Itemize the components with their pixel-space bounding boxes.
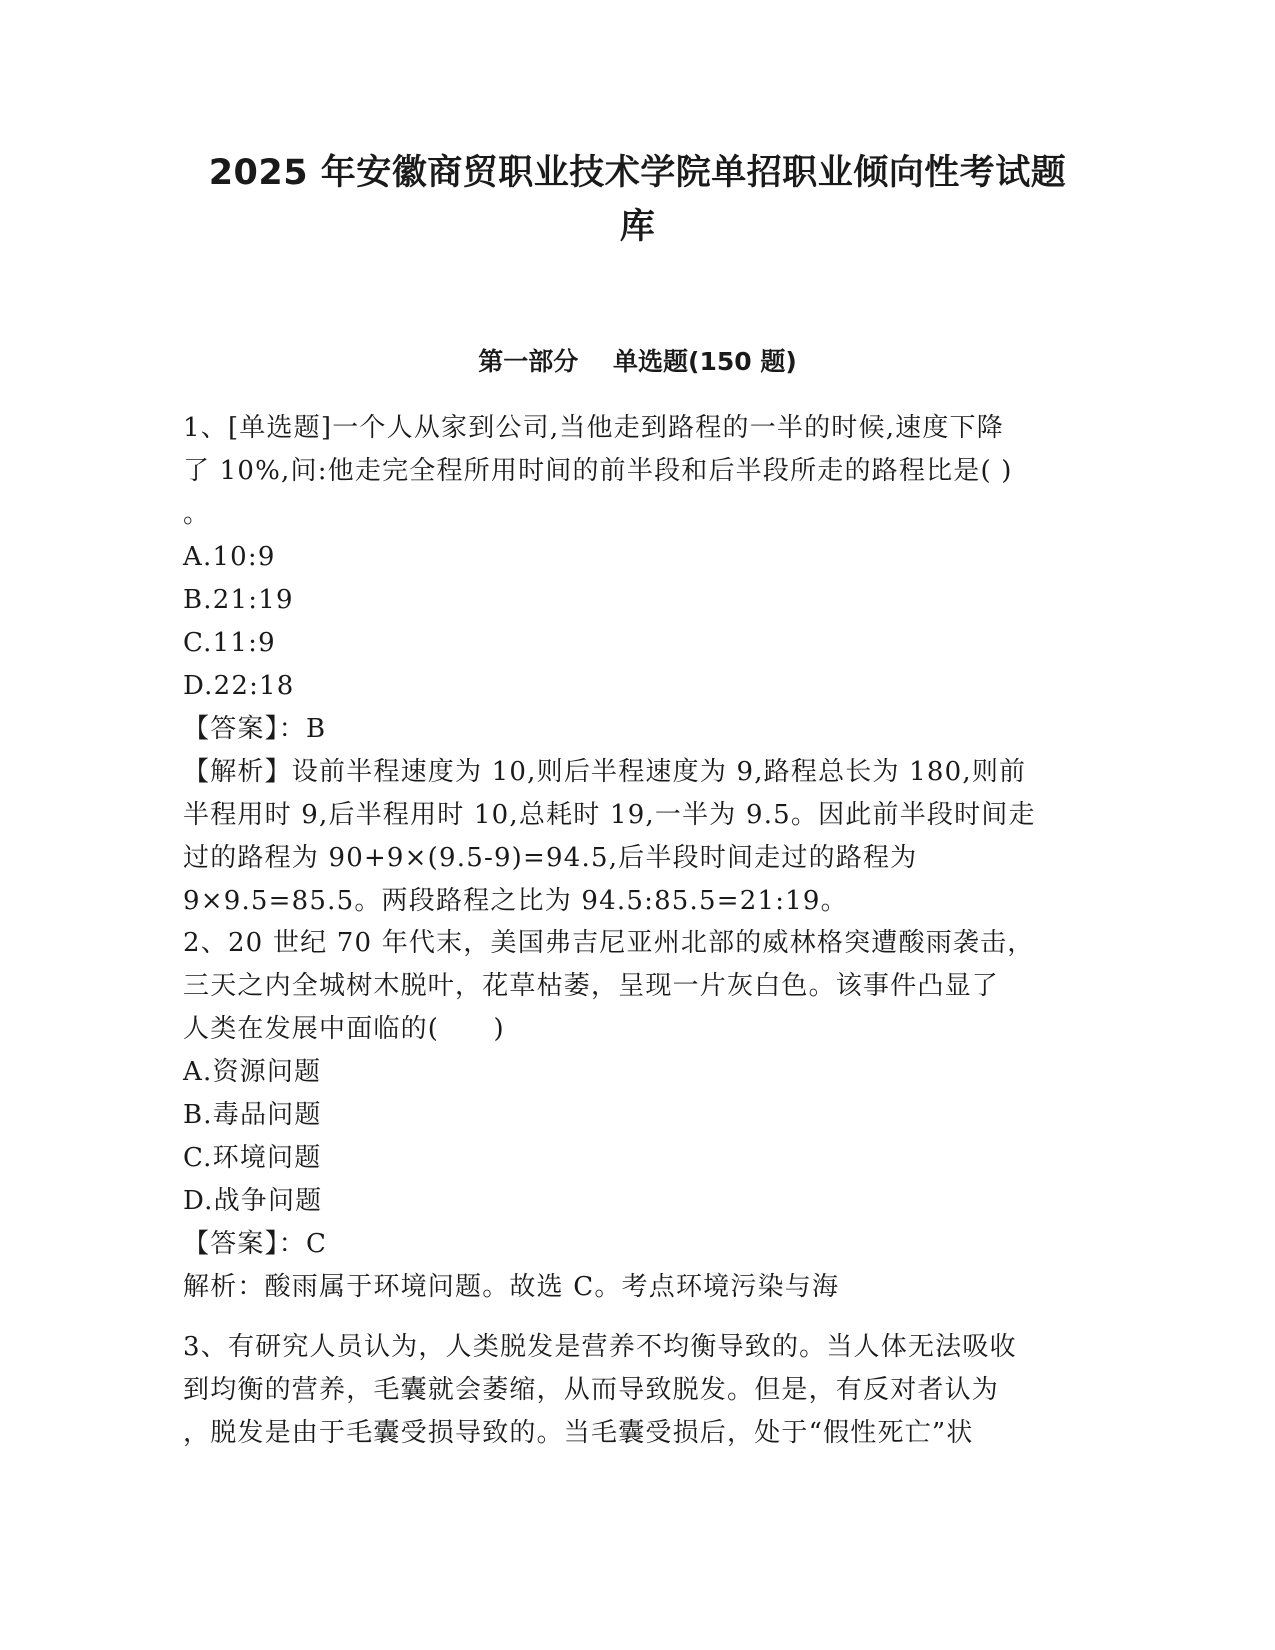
question-2-option-d: D.战争问题	[183, 1186, 323, 1216]
question-2-stem-line-2: 三天之内全城树木脱叶，花草枯萎，呈现一片灰白色。该事件凸显了	[183, 971, 1000, 1001]
question-1-stem-line-1: 1、[单选题]一个人从家到公司,当他走到路程的一半的时候,速度下降	[183, 413, 1004, 443]
question-1-option-b: B.21:19	[183, 585, 294, 615]
question-2-stem-line-1: 2、20 世纪 70 年代末，美国弗吉尼亚州北部的威林格突遭酸雨袭击，	[183, 928, 1035, 958]
section-heading: 第一部分 单选题(150 题)	[478, 347, 797, 376]
question-3-stem-line-3: ，脱发是由于毛囊受损导致的。当毛囊受损后，处于“假性死亡”状	[183, 1418, 974, 1448]
question-1-answer: 【答案】：B	[183, 714, 327, 744]
question-2-stem-line-3: 人类在发展中面临的( )	[183, 1014, 505, 1044]
question-3-stem-line-2: 到均衡的营养，毛囊就会萎缩，从而导致脱发。但是，有反对者认为	[183, 1375, 1000, 1405]
question-1-analysis-line-2: 半程用时 9,后半程用时 10,总耗时 19,一半为 9.5。因此前半段时间走	[183, 800, 1036, 830]
question-2-option-c: C.环境问题	[183, 1143, 322, 1173]
question-1-stem-line-2: 了 10%,问:他走完全程所用时间的前半段和后半段所走的路程比是( )	[183, 456, 1013, 486]
question-1-stem-line-3: 。	[183, 499, 211, 529]
question-1-option-a: A.10:9	[183, 542, 276, 572]
question-2-analysis-line-1: 解析：酸雨属于环境问题。故选 C。考点环境污染与海	[183, 1272, 840, 1302]
question-1-analysis-line-3: 过的路程为 90+9×(9.5-9)=94.5,后半段时间走过的路程为	[183, 843, 918, 873]
title-line-2: 库	[619, 207, 656, 247]
question-1-option-c: C.11:9	[183, 628, 276, 658]
title-line-1: 2025 年安徽商贸职业技术学院单招职业倾向性考试题	[208, 153, 1067, 193]
question-2-option-b: B.毒品问题	[183, 1100, 322, 1130]
question-2	[183, 922, 1083, 1309]
question-1-analysis-line-4: 9×9.5=85.5。两段路程之比为 94.5:85.5=21:19。	[183, 886, 848, 916]
question-3-stem-line-1: 3、有研究人员认为，人类脱发是营养不均衡导致的。当人体无法吸收	[183, 1332, 1017, 1362]
question-2-option-a: A.资源问题	[183, 1057, 322, 1087]
question-1-option-d: D.22:18	[183, 671, 295, 701]
question-3	[183, 1326, 1083, 1455]
question-1-analysis-line-1: 【解析】设前半程速度为 10,则后半程速度为 9,路程总长为 180,则前	[183, 757, 1027, 787]
question-1	[183, 407, 1083, 923]
question-2-answer: 【答案】：C	[183, 1229, 328, 1259]
document-title	[180, 146, 1095, 254]
